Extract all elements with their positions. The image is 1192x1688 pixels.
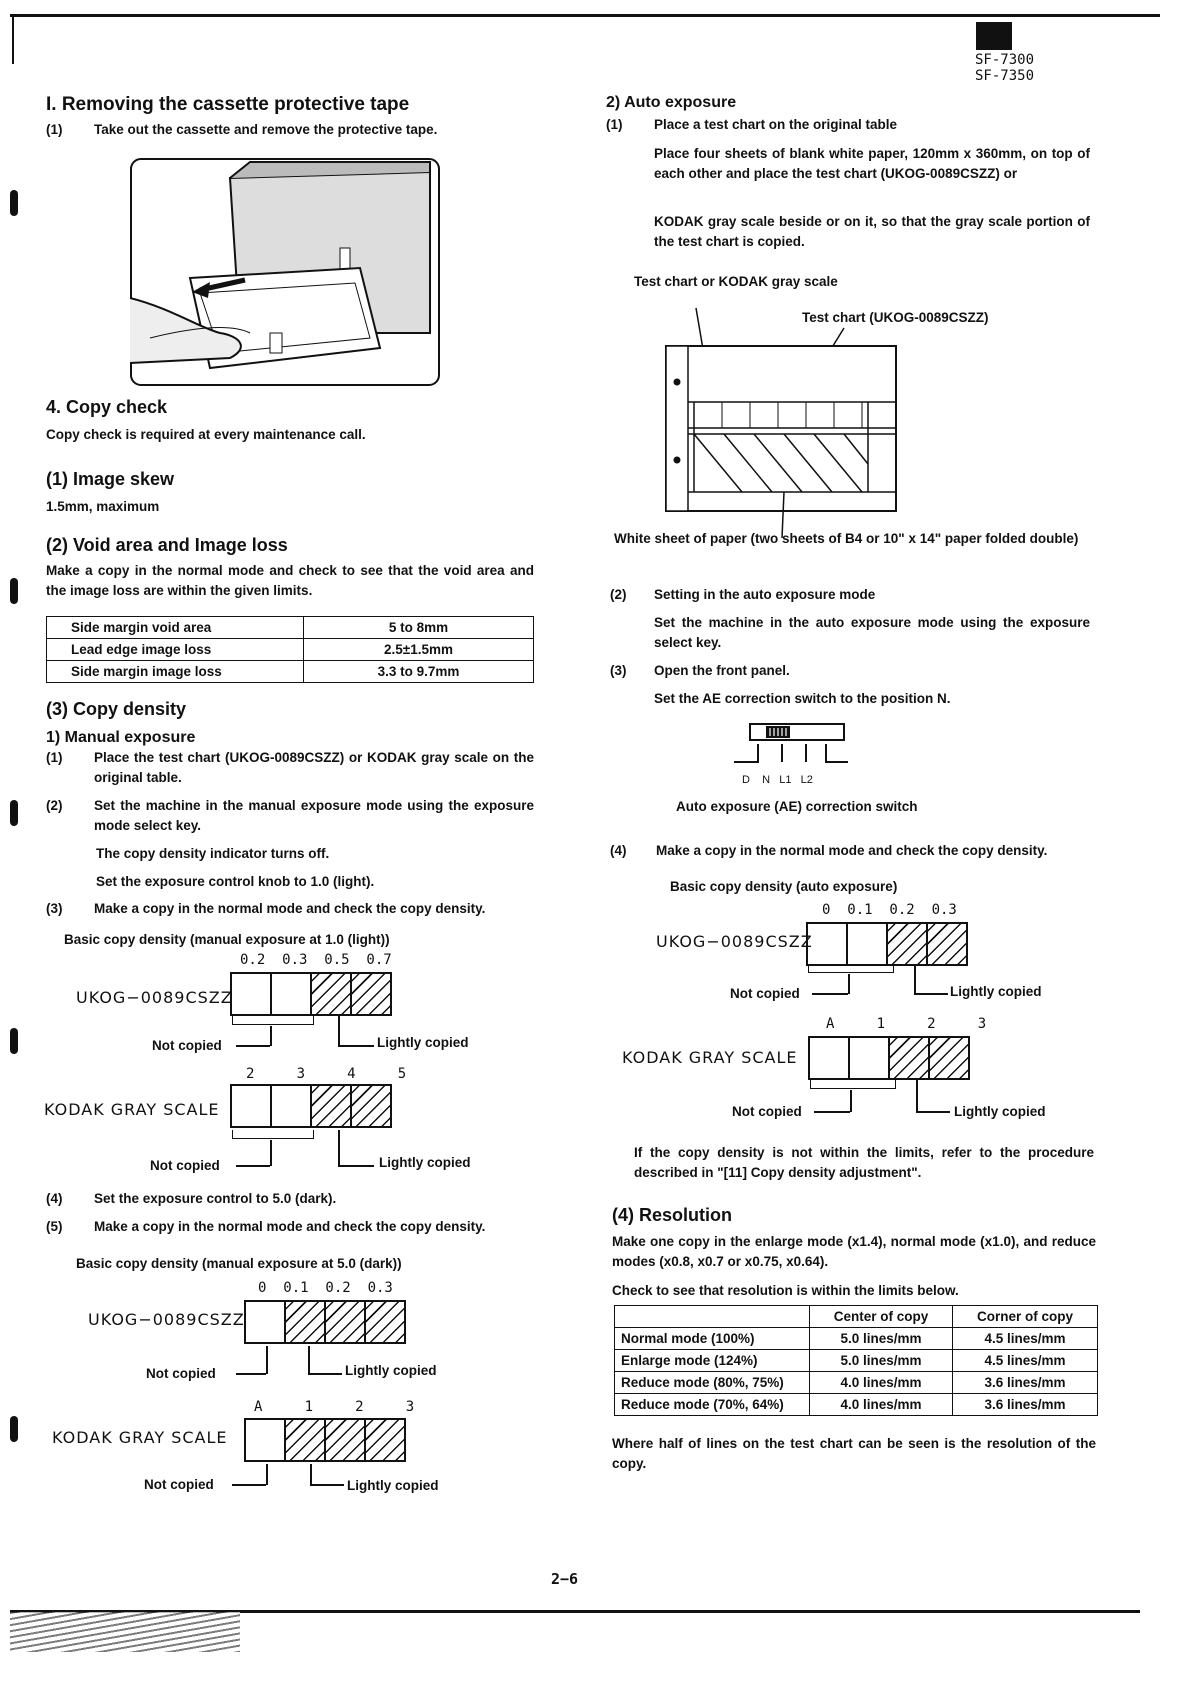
scale-labels: A 1 2 3 bbox=[254, 1399, 415, 1415]
table-row: Reduce mode (80%, 75%) 4.0 lines/mm 3.6 lines/mm bbox=[615, 1372, 1098, 1394]
cassette-illustration bbox=[130, 158, 440, 386]
scan-noise bbox=[10, 1612, 240, 1652]
resolution-note: Where half of lines on the test chart can be seen is the resolution of the copy. bbox=[612, 1436, 1096, 1471]
lightly-copied-label: Lightly copied bbox=[377, 1035, 469, 1050]
bracket bbox=[338, 1130, 340, 1165]
bracket bbox=[308, 1346, 310, 1373]
arrow bbox=[232, 1484, 266, 1486]
bracket bbox=[914, 964, 916, 993]
image-skew-title: (1) Image skew bbox=[46, 469, 175, 489]
void-area-table bbox=[46, 616, 534, 683]
not-copied-label: Not copied bbox=[732, 1104, 802, 1119]
page-number: 2−6 bbox=[551, 1570, 579, 1588]
density-patches bbox=[230, 1084, 392, 1128]
lightly-copied-label: Lightly copied bbox=[954, 1104, 1046, 1119]
binding-mark bbox=[10, 190, 18, 216]
binding-mark bbox=[10, 1416, 18, 1442]
arrow bbox=[236, 1165, 270, 1167]
ukog-label: UKOG−0089CSZZ bbox=[656, 932, 813, 951]
arrow bbox=[270, 1140, 272, 1166]
corner-block bbox=[976, 22, 1012, 50]
table-row: Normal mode (100%) 5.0 lines/mm 4.5 lines/mm bbox=[615, 1328, 1098, 1350]
scale-labels: 2 3 4 5 bbox=[246, 1066, 407, 1082]
manual-step-3: (3) Make a copy in the normal mode and check the copy density. bbox=[46, 901, 486, 916]
manual-step-2-knob: Set the exposure control knob to 1.0 (light). bbox=[96, 874, 375, 889]
test-chart-figure bbox=[664, 280, 900, 540]
fig-caption-chart: Test chart (UKOG-0089CSZZ) bbox=[802, 310, 989, 325]
auto-step-2: (2) Setting in the auto exposure mode bbox=[610, 587, 876, 602]
scale-labels: A 1 2 3 bbox=[826, 1016, 987, 1032]
density-patches bbox=[244, 1418, 406, 1462]
density-patches bbox=[808, 1036, 970, 1080]
table-row: Side margin void area 5 to 8mm bbox=[47, 617, 534, 639]
bracket bbox=[308, 1373, 342, 1375]
model-number: SF-7300 SF-7350 bbox=[975, 52, 1035, 84]
binding-mark bbox=[10, 578, 18, 604]
switch-caption: Auto exposure (AE) correction switch bbox=[676, 799, 918, 814]
ukog-label: UKOG−0089CSZZ bbox=[76, 988, 233, 1007]
binding-mark bbox=[10, 1028, 18, 1054]
table-row: Center of copy Corner of copy bbox=[615, 1306, 1098, 1328]
bracket bbox=[310, 1484, 344, 1486]
bracket bbox=[310, 1464, 312, 1484]
arrow bbox=[266, 1346, 268, 1374]
ae-switch-illustration bbox=[730, 722, 850, 772]
lightly-copied-label: Lightly copied bbox=[345, 1363, 437, 1378]
arrow bbox=[814, 1111, 850, 1113]
kodak-label: KODAK GRAY SCALE bbox=[52, 1428, 228, 1447]
lightly-copied-label: Lightly copied bbox=[950, 984, 1042, 999]
scale-labels: 0 0.1 0.2 0.3 bbox=[822, 902, 957, 918]
bracket bbox=[916, 1080, 918, 1111]
manual-step-4: (4) Set the exposure control to 5.0 (dark). bbox=[46, 1191, 337, 1206]
top-rule bbox=[10, 14, 1160, 17]
bracket bbox=[810, 1080, 896, 1089]
kodak-label: KODAK GRAY SCALE bbox=[44, 1100, 220, 1119]
limits-note: If the copy density is not within the limits, refer to the procedure described in "[11] Copy density adjustment". bbox=[634, 1145, 1094, 1180]
copy-density-title: (3) Copy density bbox=[46, 699, 187, 719]
basic-density-caption-1: Basic copy density (manual exposure at 1.0 (light)) bbox=[64, 932, 390, 947]
manual-exposure-title: 1) Manual exposure bbox=[46, 729, 196, 746]
arrow bbox=[270, 1026, 272, 1046]
scale-labels: 0.2 0.3 0.5 0.7 bbox=[240, 952, 392, 968]
arrow bbox=[850, 1090, 852, 1112]
switch-positions: D N L1 L2 bbox=[742, 774, 813, 786]
fig-caption-top: Test chart or KODAK gray scale bbox=[634, 274, 838, 289]
bracket bbox=[232, 1130, 314, 1139]
step-1: (1) Take out the cassette and remove the protective tape. bbox=[46, 122, 438, 137]
not-copied-label: Not copied bbox=[730, 986, 800, 1001]
arrow bbox=[236, 1373, 266, 1375]
resolution-table bbox=[614, 1305, 1098, 1416]
auto-step-3-sub: Set the AE correction switch to the position N. bbox=[654, 691, 951, 706]
basic-density-caption-2: Basic copy density (manual exposure at 5.0 (dark)) bbox=[76, 1256, 402, 1271]
manual-step-2: (2) Set the machine in the manual exposure mode using the exposure mode select key. bbox=[46, 798, 534, 833]
not-copied-label: Not copied bbox=[146, 1366, 216, 1381]
bracket bbox=[338, 1016, 340, 1045]
table-row: Enlarge mode (124%) 5.0 lines/mm 4.5 lines/mm bbox=[615, 1350, 1098, 1372]
density-patches bbox=[230, 972, 392, 1016]
section-title-cassette: I. Removing the cassette protective tape bbox=[46, 94, 410, 115]
void-area-title: (2) Void area and Image loss bbox=[46, 535, 288, 555]
auto-step-2-sub: Set the machine in the auto exposure mode using the exposure select key. bbox=[654, 615, 1090, 650]
manual-step-1: (1) Place the test chart (UKOG-0089CSZZ) or KODAK gray scale on the original table. bbox=[46, 750, 534, 785]
lightly-copied-label: Lightly copied bbox=[347, 1478, 439, 1493]
bracket bbox=[916, 1111, 950, 1113]
auto-exposure-title: 2) Auto exposure bbox=[606, 94, 737, 111]
not-copied-label: Not copied bbox=[144, 1477, 214, 1492]
table-row: Side margin image loss 3.3 to 9.7mm bbox=[47, 661, 534, 683]
fig-caption-bottom: White sheet of paper (two sheets of B4 or 10" x 14" paper folded double) bbox=[614, 531, 1079, 546]
resolution-text: Make one copy in the enlarge mode (x1.4), normal mode (x1.0), and reduce modes (x0.8, x0.7 or x0.75, x0.64). bbox=[612, 1234, 1096, 1269]
arrow bbox=[266, 1464, 268, 1485]
scale-labels: 0 0.1 0.2 0.3 bbox=[258, 1280, 393, 1296]
basic-auto-caption: Basic copy density (auto exposure) bbox=[670, 879, 898, 894]
manual-step-2-note: The copy density indicator turns off. bbox=[96, 846, 330, 861]
corner-tick bbox=[12, 14, 14, 64]
table-row: Reduce mode (70%, 64%) 4.0 lines/mm 3.6 lines/mm bbox=[615, 1394, 1098, 1416]
resolution-title: (4) Resolution bbox=[612, 1205, 732, 1225]
bracket bbox=[338, 1165, 374, 1167]
auto-step-1: (1) Place a test chart on the original table bbox=[606, 117, 898, 132]
table-row: Lead edge image loss 2.5±1.5mm bbox=[47, 639, 534, 661]
binding-mark bbox=[10, 800, 18, 826]
auto-step-1-sub2: KODAK gray scale beside or on it, so that the gray scale portion of the test chart is copied. bbox=[654, 214, 1090, 249]
arrow bbox=[848, 974, 850, 994]
bracket bbox=[338, 1045, 374, 1047]
kodak-label: KODAK GRAY SCALE bbox=[622, 1048, 798, 1067]
lightly-copied-label: Lightly copied bbox=[379, 1155, 471, 1170]
not-copied-label: Not copied bbox=[150, 1158, 220, 1173]
density-patches bbox=[806, 922, 968, 966]
bracket bbox=[232, 1016, 314, 1025]
bracket bbox=[808, 964, 894, 973]
auto-step-3: (3) Open the front panel. bbox=[610, 663, 790, 678]
auto-step-4: (4) Make a copy in the normal mode and check the copy density. bbox=[610, 843, 1048, 858]
arrow bbox=[812, 993, 848, 995]
auto-step-1-sub1: Place four sheets of blank white paper, 120mm x 360mm, on top of each other and place the test chart (UKOG-0089CSZZ) or bbox=[654, 146, 1090, 181]
void-area-text: Make a copy in the normal mode and check to see that the void area and the image loss are within the given limits. bbox=[46, 563, 534, 598]
image-skew-text: 1.5mm, maximum bbox=[46, 499, 160, 514]
arrow bbox=[236, 1045, 270, 1047]
copy-check-text: Copy check is required at every maintenance call. bbox=[46, 427, 366, 442]
not-copied-label: Not copied bbox=[152, 1038, 222, 1053]
bracket bbox=[914, 993, 948, 995]
resolution-check: Check to see that resolution is within the limits below. bbox=[612, 1283, 959, 1298]
section-title-copy-check: 4. Copy check bbox=[46, 397, 168, 417]
density-patches bbox=[244, 1300, 406, 1344]
ukog-label: UKOG−0089CSZZ bbox=[88, 1310, 245, 1329]
manual-step-5: (5) Make a copy in the normal mode and check the copy density. bbox=[46, 1219, 486, 1234]
